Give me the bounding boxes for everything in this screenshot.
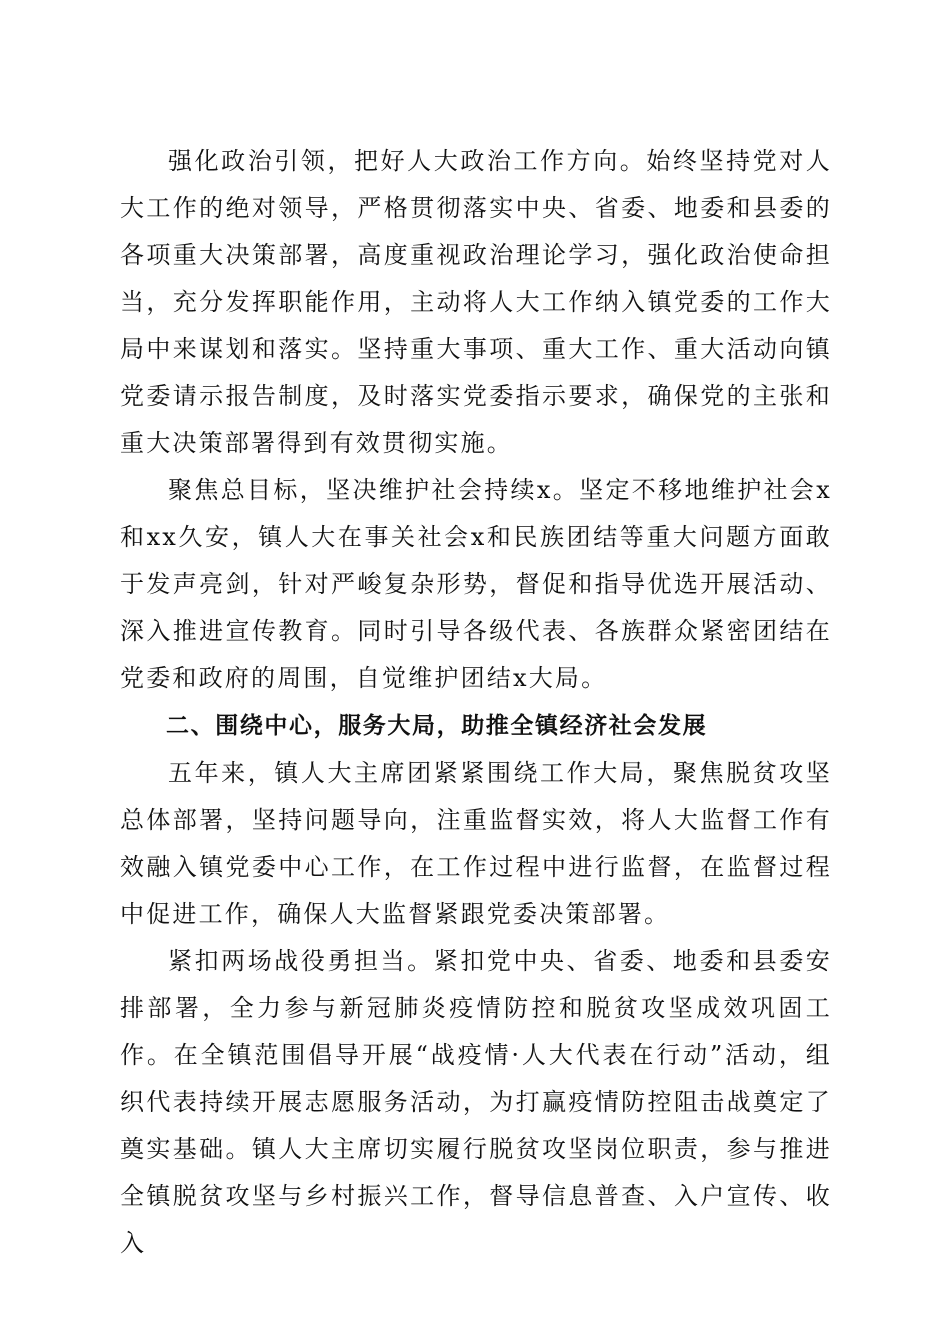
paragraph-overall-goal: 聚焦总目标，坚决维护社会持续x。坚定不移地维护社会x和xx久安，镇人大在事关社会x和民族团结等重大问题方面敢于发声亮剑，针对严峻复杂形势，督促和指导优选开展活动、深入推进宣传教育。同时引导各级代表、各族群众紧密团结在党委和政府的周围，自觉维护团结x大局。	[120, 476, 832, 692]
section-heading-2: 二、围绕中心，服务大局，助推全镇经济社会发展	[166, 713, 708, 739]
paragraph-political-leadership: 强化政治引领，把好人大政治工作方向。始终坚持党对人大工作的绝对领导，严格贯彻落实中央、省委、地委和县委的各项重大决策部署，高度重视政治理论学习，强化政治使命担当，充分发挥职能作用，主动将人大工作纳入镇党委的工作大局中来谋划和落实。坚持重大事项、重大工作、重大活动向镇党委请示报告制度，及时落实党委指示要求，确保党的主张和重大决策部署得到有效贯彻实施。	[120, 147, 832, 457]
paragraph-two-battles: 紧扣两场战役勇担当。紧扣党中央、省委、地委和县委安排部署，全力参与新冠肺炎疫情防控和脱贫攻坚成效巩固工作。在全镇范围倡导开展“战疫情·人大代表在行动”活动，组织代表持续开展志愿服务活动，为打赢疫情防控阻击战奠定了奠实基础。镇人大主席切实履行脱贫攻坚岗位职责，参与推进全镇脱贫攻坚与乡村振兴工作，督导信息普查、入户宣传、收入	[120, 947, 832, 1257]
document-body	[120, 138, 832, 1267]
paragraph-five-years: 五年来，镇人大主席团紧紧围绕工作大局，聚焦脱贫攻坚总体部署，坚持问题导向，注重监督实效，将人大监督工作有效融入镇党委中心工作，在工作过程中进行监督，在监督过程中促进工作，确保人大监督紧跟党委决策部署。	[120, 759, 832, 928]
